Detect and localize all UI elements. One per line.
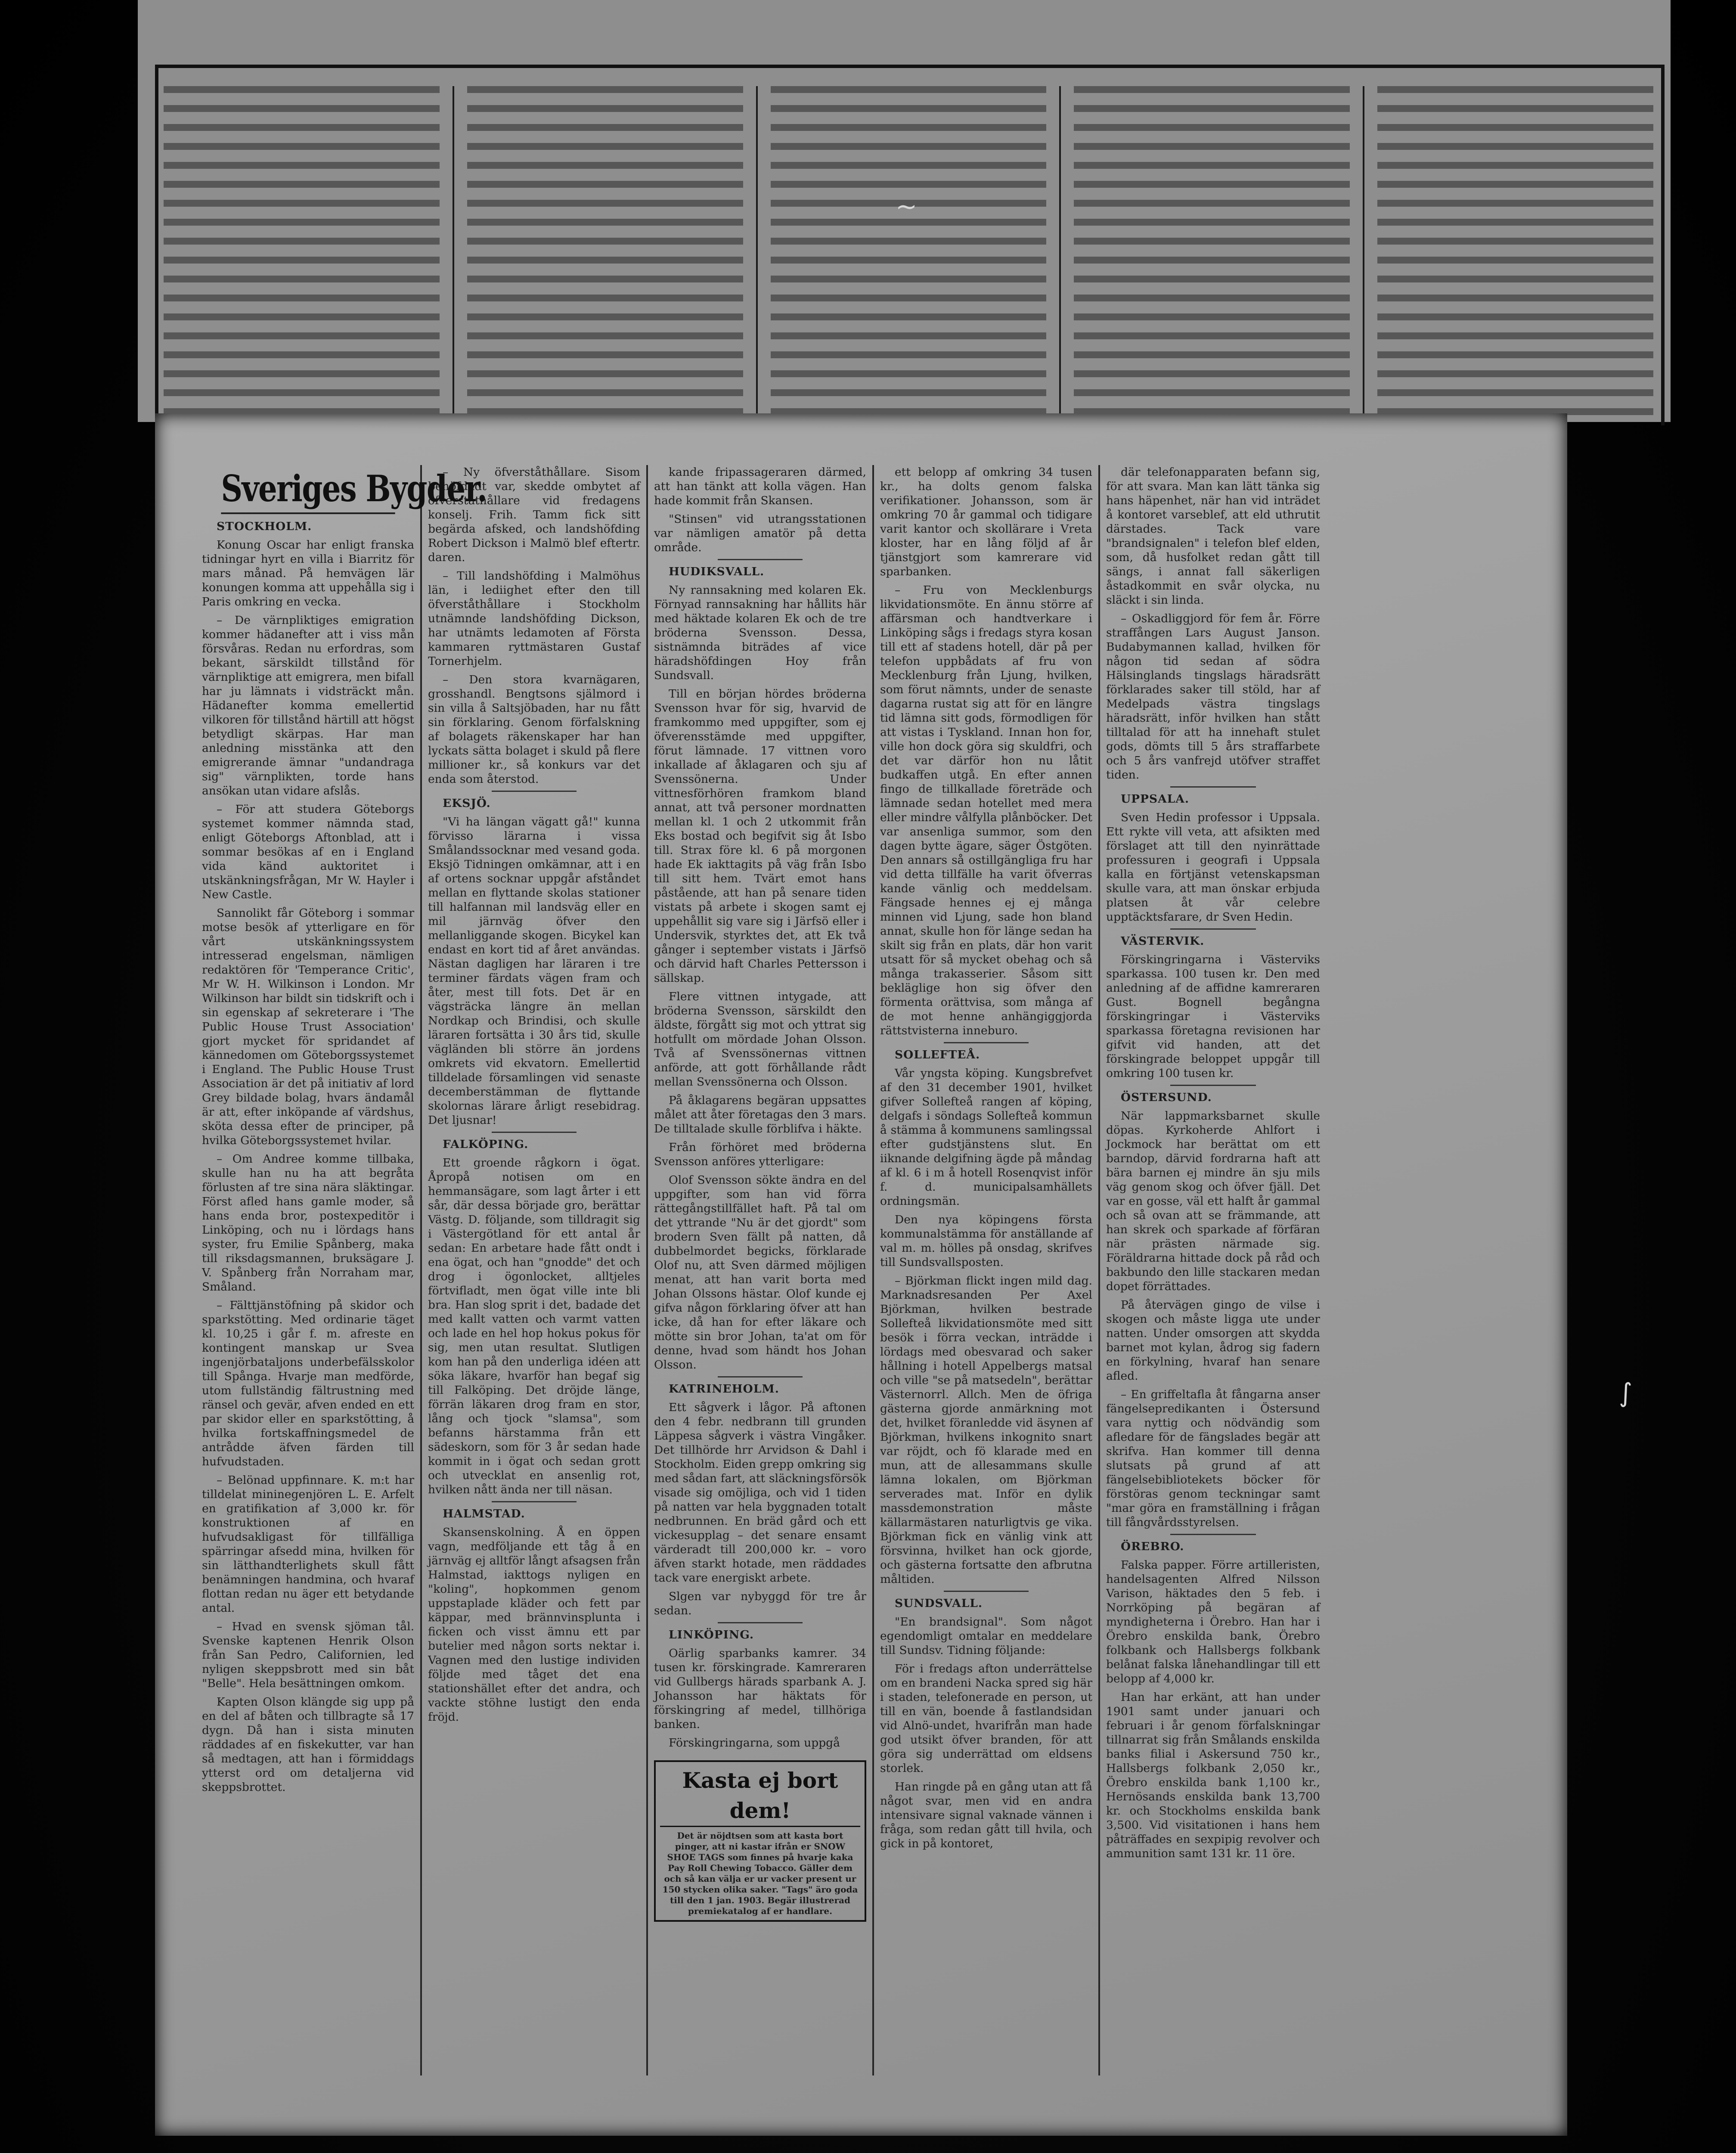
article-dateline: UPPSALA. <box>1121 792 1190 806</box>
article-paragraph: Skansenskolning. Å en öppen vagn, medföljande ett tåg å en järnväg ej alltför långt afsagsen från Halmstad, iakttogs nyligen en "koling", hopkommen genom uppstaplade kläder och fett par käppar, med brännvinsplunta i ficken och visst ämnu ett par butelier med någon sorts nektar i. Vagnen med den lustige individen följde med tåget det ena stationshället efter det andra, och vackte stöhne lustigt den enda fröjd. <box>428 1526 640 1724</box>
bleed-column <box>1377 86 1653 422</box>
article-paragraph: Förskingringarna i Västerviks sparkassa. 100 tusen kr. Den med anledning af de affidne kamreraren Gust. Bognell begångna förskingringar i Västerviks sparkassa företagna revisionen har gifvit vid handen, att det förskingrade beloppet uppgår till omkring 100 tusen kr. <box>1106 953 1320 1080</box>
article-paragraph: Den nya köpingens första kommunalstämma för anställande af val m. m. hölles på onsdag, skrifves till Sundsvallsposten. <box>880 1213 1092 1269</box>
article-dateline: ÖSTERSUND. <box>1121 1091 1212 1104</box>
article-paragraph: Flere vittnen intygade, att bröderna Svensson, särskildt den äldste, förgått sig mot och yttrat sig hotfullt om mördade Johan Olsson. Två af Svenssönernas vittnen anförde, att gott förhållande rådt mellan Svenssönerna och Olsson. <box>654 990 866 1089</box>
article-separator <box>944 1591 1029 1592</box>
article-dateline: SUNDSVALL. <box>895 1597 983 1610</box>
article-separator <box>718 1376 803 1377</box>
article-paragraph: Oärlig sparbanks kamrer. 34 tusen kr. förskingrade. Kamreraren vid Gullbergs härads sparbank A. J. Johansson har häktats för förskingring af medel, tillhöriga banken. <box>654 1647 866 1731</box>
article-paragraph: "Stinsen" vid utrangsstationen var nämligen amatör på detta område. <box>654 512 866 554</box>
article-dateline: STOCKHOLM. <box>217 520 312 533</box>
article-paragraph: Olof Svensson sökte ändra en del uppgifter, som han vid förra rättegångstillfället haft. På tal om det yttrande "Nu är det gjordt" som brodern Sven fällt på natten, då dubbelmordet begicks, förklarade Olof nu, att Sven därmed möjligen menat, att han varit borta med Johan Olssons hästar. Olof kunde ej gifva någon förklaring öfver att han icke, då han for efter läkare och mötte sin bror Johan, ta'at om för denne, hvad som händt hos Johan Olsson. <box>654 1173 866 1371</box>
film-scratch: ~ <box>896 192 918 222</box>
article-separator <box>492 1132 577 1133</box>
advertisement-title: Kasta ej bort dem! <box>660 1765 860 1827</box>
article-separator <box>492 1501 577 1502</box>
article-paragraph: Kapten Olson klängde sig upp på en del af båten och tillbragte så 17 dygn. Då han i sista minuten räddades af en fiskekutter, var han så medtagen, att han i förmiddags ytterst ord om detaljerna vid skeppsbrottet. <box>202 1695 414 1794</box>
newspaper-page <box>155 413 1567 2136</box>
article-paragraph: Från förhöret med bröderna Svensson anföres ytterligare: <box>654 1141 866 1168</box>
article-paragraph: – Björkman flickt ingen mild dag. Marknadsresanden Per Axel Björkman, hvilken bestrade Sollefteå likvidationsmöte med sitt besök i förra veckan, inträdde i lördags med obesvarad och saker hållning i hotell Appelbergs matsal och ville "se på matsedeln", berättar Västernorrl. Allch. Men de öfriga gästerna gjorde anmärkning mot det, hvilket föranledde vid äsynen af Björkman, hvilkens inkognito snart var röjdt, och fö klarade med en mun, att de allesammans skulle lämna lokalen, om Björkman serverades mat. Inför en dylik massdemonstration måste källarmästaren naturligtvis ge vika. Björkman fick en vänlig vink att försvinna, hvilket han ock gjorde, och gästerna fortsatte den afbrutna måltiden. <box>880 1274 1092 1586</box>
article-paragraph: – Om Andree komme tillbaka, skulle han nu ha att begråta förlusten af tre sina nära släktingar. Först afled hans gamle moder, så hans enda bror, postexpeditör i Linköping, och nu i lördags hans syster, fru Emilie Spånberg, maka till riksdagsmannen, bruksägare J. V. Spånberg från Norraham mar, Småland. <box>202 1152 414 1294</box>
article-paragraph: – En griffeltafla åt fångarna anser fängelsepredikanten i Östersund vara nyttig och nödvändig som afledare för de fängslades begär att skrifva. Han kommer till denna slutsats på grund af att fängelsebibliotekets böcker för förstöras genom teckningar samt "mar göra en framställning i frågan till fångvårdsstyrelsen. <box>1106 1388 1320 1529</box>
article-separator <box>1170 786 1256 788</box>
page-columns <box>196 465 1552 2075</box>
article-paragraph: Ny rannsakning med kolaren Ek. Förnyad rannsakning har hållits här med häktade kolaren Ek och de tre bröderna Svensson. Dessa, sistnämnda biträdes af vice häradshöfdingen Hoy från Sundsvall. <box>654 583 866 682</box>
bleed-column <box>164 86 440 422</box>
column-2 <box>422 465 648 2075</box>
article-dateline: HALMSTAD. <box>443 1507 525 1520</box>
article-paragraph: – Till landshöfding i Malmöhus län, i lediighet efter den till öfverståthållare i Stockholm utnämnde landshöfding Dickson, har utnämts ledamoten af Första kammaren ryttmästaren Gustaf Tornerhjelm. <box>428 569 640 668</box>
article-dateline: FALKÖPING. <box>443 1138 529 1151</box>
article-dateline: KATRINEHOLM. <box>669 1382 779 1396</box>
article-dateline: VÄSTERVIK. <box>1121 934 1205 948</box>
article-paragraph: När lappmarksbarnet skulle döpas. Kyrkoherde Ahlfort i Jockmock har berättat om ett barndop, därvid fordrarna haft att bära barnen ej mindre än sju mils väg genom skog och öfver fjäll. Det var en gosse, väl ett halft år gammal och så ovan att se främmande, att han skrek och sparkade af förfäran när prästen närmade sig. Föräldrarna hittade dock på råd och bakbundo den lille stackaren medan dopet förrättades. <box>1106 1109 1320 1293</box>
article-paragraph: – För att studera Göteborgs systemet kommer nämnda stad, enligt Göteborgs Aftonblad, att i sommar besökas af en i England vida känd auktoritet i utskänkningsfrågan, Mr W. Hayler i New Castle. <box>202 803 414 901</box>
article-separator <box>1170 1534 1256 1535</box>
previous-page-columns <box>164 86 1653 422</box>
article-paragraph: – Fru von Mecklenburgs likvidationsmöte. En ännu större af affärsman och handtverkare i Linköping sågs i fredags styra kosan till ett af stadens hotell, där på per telefon uppbådats af fru von Mecklenburg från Ljung, hvilken, som förut nämnts, under de senaste dagarna rustat sig att för en längre tid lämna sitt gods, förmodligen för att vistas i Tyskland. Innan hon for, ville hon dock göra sig skuldfri, och det var därför hon nu låtit budkaffen utgå. En efter annen fingo de tillkallade företräde och lämnade sedan hotellet med mera eller mindre vålfylla plånböcker. Det var ansenliga summor, som den dagen bytte ägare, säger Östgöten. Den annars så ostillgängliga fru har vid detta tillfälle ha varit öfverras kande vänlig och meddelsam. Fängsade hennes ej ej många minnen vid Ljung, sade hon bland annat, skulle hon för länge sedan ha skilt sig från en plats, där hon varit utsatt för så mycket obehag och så många trakasserier. Såsom sitt bekläglige hon sig öfver den förmenta orättvisa, som många af de mot henne anhängiggjorda rättstvisterna inneburo. <box>880 583 1092 1037</box>
article-paragraph: – De värnpliktiges emigration kommer hädanefter att i viss mån försvåras. Redan nu erfordras, som bekant, särskildt tillstånd för värnpliktige att emigrera, men bifall har ju lämnats i vidsträckt mån. Hädanefter komma emellertid vilkoren för tillstånd härtill att högst betydligt skärpas. Har man anledning misstänka att den emigrerande ämnar "undandraga sig" värnplikten, torde hans ansökan utan vidare afslås. <box>202 614 414 797</box>
article-paragraph: Slgen var nybyggd för tre år sedan. <box>654 1590 866 1617</box>
article-paragraph: Han ringde på en gång utan att få något svar, men vid en andra intensivare signal vaknade vännen i fråga, som redan gått till hvila, och gick in på kontoret, <box>880 1780 1092 1850</box>
article-separator <box>492 791 577 792</box>
article-paragraph: På åklagarens begäran uppsattes målet att åter företagas den 3 mars. De tilltalade skulle förblifva i häkte. <box>654 1094 866 1135</box>
article-paragraph: där telefonapparaten befann sig, för att svara. Man kan lätt tänka sig hans häpenhet, när han vid inträdet å kontoret varseblef, att eld uthrutit därstades. Tack vare "brandsignalen" i telefon blef elden, som, då husfolket redan gått till sängs, i annat fall säkerligen åstadkommit en svår olycka, nu släckt i sin linda. <box>1106 465 1320 607</box>
article-separator <box>718 1622 803 1623</box>
article-dateline: LINKÖPING. <box>669 1628 754 1641</box>
article-paragraph: Till en början hördes bröderna Svensson hvar för sig, hvarvid de framkommo med uppgifter, som ej öfverensstämde med uppgifter, förut lämnade. 17 vittnen voro inkallade af åklagaren och sju af Svenssönerna. Under vittnesförhören framkom bland annat, att två personer mordnatten mellan kl. 1 och 2 utkommit från Eks bostad och begifvit sig åt Isbo till. Strax före kl. 6 på morgonen hade Ek iakttagits på väg från Isbo till sitt hem. Tvärt emot hans påstående, att han på senare tiden vistats på arbete i skogen samt ej uppehållit sig vare sig i Järfsö eller i Undersvik, styrktes det, att Ek två gånger i september vistats i Järfsö och därvid haft Charles Pettersson i sällskap. <box>654 687 866 985</box>
article-paragraph: – Ny öfverståthållare. Sisom behöfdadt var, skedde ombytet af öfverståthållare vid fredagens konselj. Frih. Tamm fick sitt begärda afsked, och landshöfding Robert Dickson i Malmö blef eftertr. daren. <box>428 465 640 564</box>
article-paragraph: – Belönad uppfinnare. K. m:t har tilldelat mininegenjören L. E. Arfelt en gratifikation af 3,000 kr. för konstruktionen af en hufvudsakligast för tillfälliga spärringar afsedd mina, hvilken för sin lätthandterlighets skull fått benämningen handmina, och hvaraf flottan redan nu äger ett betydande antal. <box>202 1474 414 1615</box>
column-5 <box>1100 465 1326 2075</box>
article-separator <box>718 559 803 560</box>
article-paragraph: Sven Hedin professor i Uppsala. Ett rykte vill veta, att afsikten med förslaget att till den nyinrättade professuren i geografi i Uppsala kalla en förtjänst vetenskapsman skulle vara, att man önskar erbjuda platsen åt vår celebre upptäcktsfarare, dr Sven Hedin. <box>1106 811 1320 924</box>
article-paragraph: – Oskadliggjord för fem år. Förre straffången Lars August Janson. Budabymannen kallad, hvilken för någon tid sedan af södra Hälsinglands tingslags häradsrätt förklarades saker till stöld, har af Medelpads västra tingslags häradsrätt, inför hvilken han stått tilltalad för att ha innehaft stulet gods, dömts till 5 års straffarbete och 5 års vanfrejd utöfver straffet tiden. <box>1106 612 1320 782</box>
article-paragraph: – Fälttjänstöfning på skidor och sparkstötting. Med ordinarie täget kl. 10,25 i går f. m. afreste en kontingent manskap ur Svea ingenjörbataljons underbefälsskolor till Spånga. Hvarje man medförde, utom fullständig fältrustning med ränsel och gevär, afven ended en ett par skidor eller en sparkstötting, å hvilka fortskaffningsmedel de antrådde äfven färden till hufvudstaden. <box>202 1299 414 1468</box>
advertisement-box <box>654 1760 866 1922</box>
article-paragraph: Vår yngsta köping. Kungsbrefvet af den 31 december 1901, hvilket gifver Sollefteå rangen af köping, delgafs i söndags Sollefteå kommun å stämma å kommunens samlingssal efter gudstjänstens slut. En iiknande delgifning ägde på måndag af kl. 6 i m å hotell Rosenqvist inför f. d. municipalsamhällets ordningsmän. <box>880 1067 1092 1208</box>
column-4 <box>874 465 1100 2075</box>
article-dateline: EKSJÖ. <box>443 797 491 810</box>
article-paragraph: För i fredags afton underrättelse om en brandeni Nacka spred sig här i staden, telefonerade en person, ut till en vän, boende å fastlandsidan vid Alnö-undet, hvarifrån man hade god utsikt öfver branden, för att göra sig underrättad om eldsens storlek. <box>880 1662 1092 1775</box>
article-paragraph: Sannolikt får Göteborg i sommar motse besök af ytterligare en för vårt utskänkningssystem intresserad engelsman, nämligen redaktören för 'Temperance Critic', Mr W. H. Wilkinson i London. Mr Wilkinson har bildt sin tidskrift och i sin egenskap af sekreterare i 'The Public House Trust Association' gjort mycket för spridandet af kännedomen om Göteborgssystemet i England. The Public House Trust Association är det på initiativ af lord Grey bildade bolag, hvars ändamål är att, efter inköpande af värdshus, sköta dessa efter de principer, på hvilka Göteborgssystemet hvilar. <box>202 906 414 1147</box>
column-3 <box>648 465 874 2075</box>
article-paragraph: Ett groende rågkorn i ögat. Åpropå notisen om en hemmansägare, som lagt årter i ett sår, där dessa började gro, berättar Västg. D. följande, som tilldragit sig i Västergötland för ett antal år sedan: En arbetare hade fått ondt i ena ögat, och han "gnodde" det och drog i ögonlocket, alltjeles förtvifladt, men ögat ville inte bli bra. Han slog sprit i det, badade det med kallt vatten och varmt vatten och lade en hel hop hokus pokus för sig, men utan resultat. Slutligen kom han på den underliga idéen att söka läkare, hvarför han begaf sig till Falköping. Det dröjde länge, förrän läkaren drog fram en stor, lång och tjock "slamsa", som befanns härstamma från ett sädeskorn, som för 3 år sedan hade kommit in i ögat och sedan grott och utvecklat en ansenlig rot, hvilken nått ända ner till näsan. <box>428 1156 640 1496</box>
article-paragraph: – Hvad en svensk sjöman tål. Svenske kaptenen Henrik Olson från San Pedro, Californien, led nyligen skeppsbrott med sin båt "Belle". Hela besättningen omkom. <box>202 1620 414 1690</box>
article-paragraph: Ett sågverk i lågor. På aftonen den 4 febr. nedbrann till grunden Läppesa sågverk i västra Vingåker. Det tillhörde hrr Arvidson & Dahl i Stockholm. Eiden grepp omkring sig med sådan fart, att släckningsförsök visade sig omöjliga, och vid 1 tiden på natten var hela byggnaden totalt nedbrunnen. En bräd gård och ett vickesupplag – det senare ensamt värderadt till 200,000 kr. – voro äfven starkt hotade, men räddades tack vare energiskt arbete. <box>654 1401 866 1585</box>
article-paragraph: Han har erkänt, att han under 1901 samt under januari och februari i år genom förfalskningar tillnarrat sig från Smålands enskilda banks filial i Askersund 750 kr., Hallsbergs folkbank 2,050 kr., Örebro enskilda bank 1,100 kr., Hernösands enskilda bank 13,700 kr. och Stockholms enskilda bank 3,500. Vid visitationen i hans hem påträffades en sexpipig revolver och ammunition samt 131 kr. 11 öre. <box>1106 1691 1320 1860</box>
article-paragraph: Falska papper. Förre artilleristen, handelsagenten Alfred Nilsson Varison, häktades den 5 feb. i Norrköping på begäran af myndigheterna i Örebro. Han har i Örebro enskilda bank, Örebro folkbank och Hallsbergs folkbank belånat falska lånehandlingar till ett belopp af 4,000 kr. <box>1106 1558 1320 1685</box>
article-separator <box>1170 928 1256 930</box>
article-paragraph: kande fripassageraren därmed, att han tänkt att kolla vägen. Han hade kommit från Skansen. <box>654 465 866 507</box>
article-paragraph: Förskingringarna, som uppgå <box>669 1736 840 1750</box>
article-paragraph: – Den stora kvarnägaren, grosshandl. Bengtsons själmord i sin villa å Saltsjöbaden, har nu fått sin förklaring. Genom förfalskning af bolagets räkenskaper har han lyckats sätta bolaget i skuld på flere millioner kr., så konkurs var det enda som återstod. <box>428 673 640 786</box>
article-paragraph: "En brandsignal". Som något egendomligt omtalar en meddelare till Sundsv. Tidning följande: <box>880 1615 1092 1657</box>
article-separator <box>944 1042 1029 1043</box>
film-scratch: ∫ <box>1619 1378 1633 1408</box>
article-dateline: ÖREBRO. <box>1121 1540 1184 1553</box>
article-dateline: SOLLEFTEÅ. <box>895 1048 980 1061</box>
bleed-column <box>467 86 743 422</box>
article-paragraph: På återvägen gingo de vilse i skogen och måste ligga ute under natten. Under omsorgen att skydda barnet mot kylan, ådrog sig fadern en förkylning, hvaraf han senare afled. <box>1106 1298 1320 1383</box>
advertisement-body: Det är nöjdtsen som att kasta bort pinger, att ni kastar ifrån er SNOW SHOE TAGS som finnes på hvarje kaka Pay Roll Chewing Tobacco. Gäller dem och så kan välja er ur vacker present ur 150 stycken olika saker. "Tags" äro goda till den 1 jan. 1903. Begär illustrerad premiekatalog af er handlare. <box>662 1830 858 1916</box>
article-separator <box>1170 1085 1256 1086</box>
masthead: Sveriges Bygder. <box>221 465 395 514</box>
article-paragraph: ett belopp af omkring 34 tusen kr., ha dolts genom falska verifikationer. Johansson, som är omkring 70 år gammal och tidigare varit kantor och skollärare i Vreta kloster, har en lång följd af år tjänstgjort som kamrerare vid sparbanken. <box>880 465 1092 578</box>
article-paragraph: "Vi ha längan vägatt gå!" kunna förvisso lärarna i vissa Smålandssocknar med vesand goda. Eksjö Tidningen omkämnar, att i en af ortens socknar uppgår afståndet mellan en flyttande skolas stationer till halfannan mil landsväg eller en mil järnväg öfver den mellanliggande skogen. Bicykel kan endast en kort tid af året användas. Nästan dagligen har läraren i tre terminer färdats vägen fram och åter, mest till fots. Det är en vägsträcka längre än mellan Nordkap och Brindisi, och skulle läraren fortsätta i 30 års tid, skulle vägländen bli större än jordens omkrets vid ekvatorn. Emellertid tilldelade församlingen vid senaste decemberstämman de flyttande skolornas lärare årligt resebidrag. Det ljusnar! <box>428 815 640 1127</box>
article-paragraph: Konung Oscar har enligt franska tidningar hyrt en villa i Biarritz för mars månad. På hemvägen lär konungen komma att uppehålla sig i Paris omkring en vecka. <box>202 538 414 608</box>
article-dateline: HUDIKSVALL. <box>669 565 765 578</box>
bleed-column <box>771 86 1047 422</box>
bleed-column <box>1074 86 1350 422</box>
